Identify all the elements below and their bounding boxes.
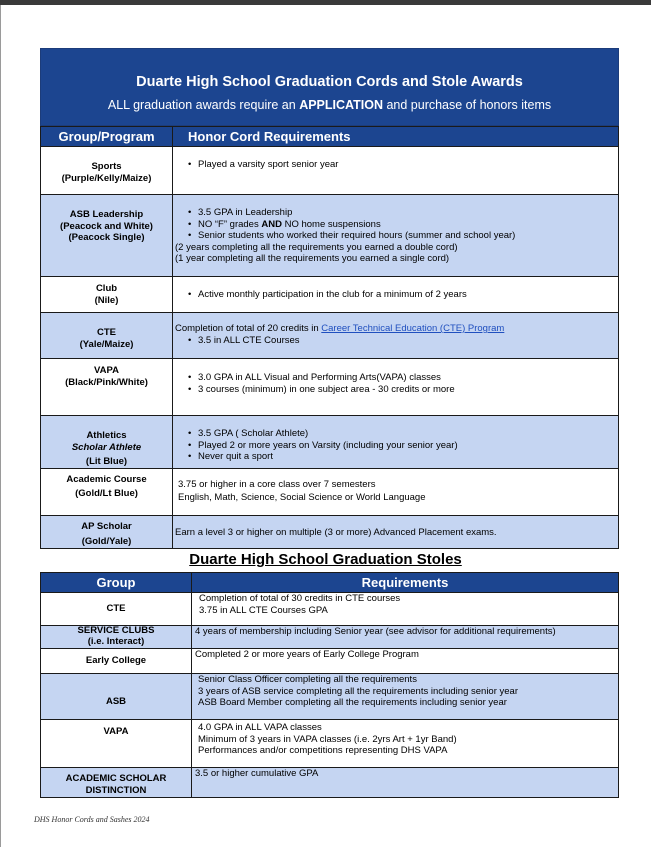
requirements-cell: Earn a level 3 or higher on multiple (3 or more) Advanced Placement exams. xyxy=(173,515,619,548)
cte-program-link[interactable]: Career Technical Education (CTE) Program xyxy=(321,323,505,334)
honor-cords-table xyxy=(40,126,619,549)
requirements-cell: • 3.5 GPA in Leadership • NO “F” grades AND NO home suspensions • Senior students who worked their required hours (summer and school year) (2 years completing all the requirements you earned a double cord) (1 year completing all the requirements you earned a single cord) xyxy=(173,195,619,277)
requirements-cell: Completion of total of 30 credits in CTE courses 3.75 in ALL CTE Courses GPA xyxy=(192,593,619,626)
group-cell: SERVICE CLUBS (i.e. Interact) xyxy=(41,626,192,649)
requirements-cell: 4 years of membership including Senior year (see advisor for additional requirements) xyxy=(192,626,619,649)
title-banner xyxy=(40,48,619,126)
requirements-cell: Completion of total of 20 credits in Career Technical Education (CTE) Program • 3.5 in ALL CTE Courses xyxy=(173,313,619,359)
group-cell: AP Scholar (Gold/Yale) xyxy=(41,515,173,548)
col-header-group: Group xyxy=(41,573,192,593)
requirements-cell: 3.75 or higher in a core class over 7 semesters English, Math, Science, Social Science or World Language xyxy=(173,468,619,515)
table-row xyxy=(41,359,619,416)
table-row xyxy=(41,649,619,674)
requirements-cell: • Active monthly participation in the club for a minimum of 2 years xyxy=(173,277,619,313)
cords-header-row xyxy=(41,127,619,147)
graduation-stoles-table xyxy=(40,572,619,798)
table-row xyxy=(41,768,619,798)
table-row xyxy=(41,147,619,195)
top-border xyxy=(0,0,651,5)
group-cell: Club (Nile) xyxy=(41,277,173,313)
requirements-cell: • 3.0 GPA in ALL Visual and Performing Arts(VAPA) classes • 3 courses (minimum) in one subject area - 30 credits or more xyxy=(173,359,619,416)
table-row xyxy=(41,313,619,359)
group-cell: Athletics Scholar Athlete (Lit Blue) xyxy=(41,416,173,469)
table-row xyxy=(41,720,619,768)
group-cell: CTE xyxy=(41,593,192,626)
page-title: Duarte High School Graduation Cords and Stole Awards xyxy=(136,74,523,90)
left-page-edge xyxy=(0,5,1,847)
group-cell: Academic Course (Gold/Lt Blue) xyxy=(41,468,173,515)
group-cell: ACADEMIC SCHOLAR DISTINCTION xyxy=(41,768,192,798)
table-row xyxy=(41,593,619,626)
table-row xyxy=(41,515,619,548)
group-cell: VAPA (Black/Pink/White) xyxy=(41,359,173,416)
group-cell: ASB xyxy=(41,674,192,720)
col-header-honor-cord-requirements: Honor Cord Requirements xyxy=(173,127,619,147)
footer-text: DHS Honor Cords and Sashes 2024 xyxy=(34,815,150,824)
col-header-group-program: Group/Program xyxy=(41,127,173,147)
requirements-cell: • Played a varsity sport senior year xyxy=(173,147,619,195)
page-subtitle: ALL graduation awards require an APPLICATION and purchase of honors items xyxy=(107,98,552,112)
col-header-requirements: Requirements xyxy=(192,573,619,593)
requirements-cell: Senior Class Officer completing all the requirements 3 years of ASB service completing all the requirements including senior year ASB Board Member completing all the requirements including senior year xyxy=(192,674,619,720)
group-cell: VAPA xyxy=(41,720,192,768)
requirements-cell: Completed 2 or more years of Early College Program xyxy=(192,649,619,674)
table-row xyxy=(41,277,619,313)
group-cell: CTE (Yale/Maize) xyxy=(41,313,173,359)
group-cell: ASB Leadership (Peacock and White) (Peacock Single) xyxy=(41,195,173,277)
requirements-cell: 4.0 GPA in ALL VAPA classes Minimum of 3 years in VAPA classes (i.e. 2yrs Art + 1yr Band) Performances and/or competitions representing DHS VAPA xyxy=(192,720,619,768)
group-cell: Early College xyxy=(41,649,192,674)
group-cell: Sports (Purple/Kelly/Maize) xyxy=(41,147,173,195)
table-row xyxy=(41,468,619,515)
stoles-title: Duarte High School Graduation Stoles xyxy=(189,551,462,568)
table-row xyxy=(41,416,619,469)
stoles-header-row xyxy=(41,573,619,593)
requirements-cell: • 3.5 GPA ( Scholar Athlete) • Played 2 or more years on Varsity (including your senior year) • Never quit a sport xyxy=(173,416,619,469)
requirements-cell: 3.5 or higher cumulative GPA xyxy=(192,768,619,798)
table-row xyxy=(41,195,619,277)
table-row xyxy=(41,626,619,649)
table-row xyxy=(41,674,619,720)
